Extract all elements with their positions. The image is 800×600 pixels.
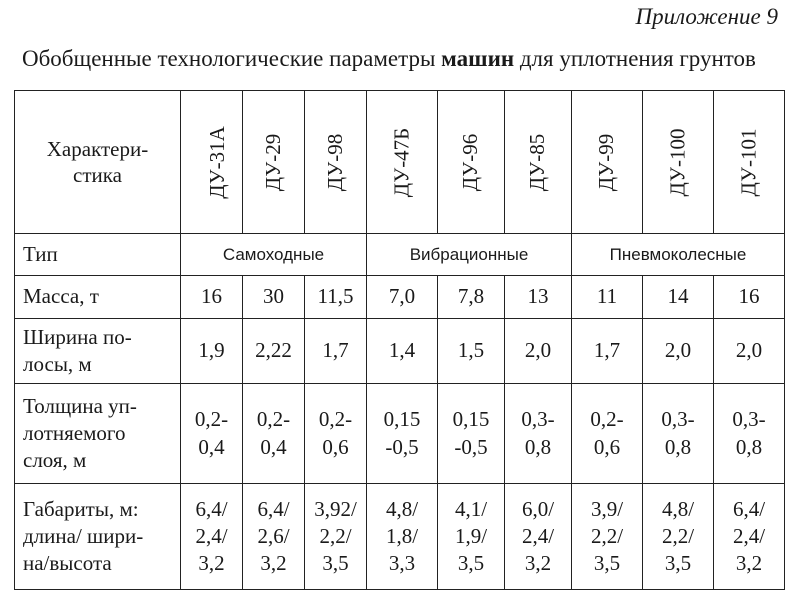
value-cell bbox=[643, 276, 714, 318]
value-cell bbox=[505, 484, 572, 590]
value-line: -0,5 bbox=[385, 434, 419, 459]
table-row bbox=[15, 318, 785, 384]
value-line: 4,8/ bbox=[661, 496, 695, 521]
value-cell bbox=[367, 318, 438, 384]
value-cell bbox=[305, 276, 367, 318]
value-line: -0,5 bbox=[454, 434, 488, 459]
value-line: 16 bbox=[738, 284, 760, 309]
table-row bbox=[15, 276, 785, 318]
model-name: ДУ-100 bbox=[665, 128, 690, 196]
value-cell bbox=[714, 276, 785, 318]
value-cell bbox=[714, 484, 785, 590]
value-line: 3,2 bbox=[735, 551, 763, 576]
value-cell bbox=[367, 276, 438, 318]
value-line: 6,4/ bbox=[732, 496, 766, 521]
value-line: 3,5 bbox=[593, 551, 621, 576]
value-line: 0,8 bbox=[735, 434, 763, 459]
value-line: 2,6/ bbox=[257, 523, 290, 548]
value-line: 3,2 bbox=[524, 551, 552, 576]
model-name: ДУ-31А bbox=[204, 125, 229, 199]
row-label bbox=[15, 384, 181, 484]
model-header bbox=[181, 91, 243, 234]
value-line: 14 bbox=[667, 284, 689, 309]
value-cell bbox=[181, 384, 243, 484]
value-line: 0,2- bbox=[256, 407, 291, 432]
model-header bbox=[367, 91, 438, 234]
value-cell bbox=[243, 484, 305, 590]
value-line: 0,3- bbox=[732, 407, 766, 432]
value-line: 1,9/ bbox=[454, 523, 488, 548]
type-group: Самоходные bbox=[181, 234, 367, 276]
header-row bbox=[15, 91, 785, 234]
value-line: 0,2- bbox=[194, 407, 229, 432]
value-line: 3,92/ bbox=[314, 496, 357, 521]
model-header bbox=[572, 91, 643, 234]
value-line: 0,3- bbox=[521, 407, 555, 432]
value-cell bbox=[643, 318, 714, 384]
model-name: ДУ-98 bbox=[322, 133, 347, 191]
value-cell bbox=[643, 484, 714, 590]
row-label-line: Масса, т bbox=[23, 284, 99, 309]
value-line: 0,4 bbox=[260, 434, 287, 459]
model-name: ДУ-85 bbox=[525, 133, 550, 191]
value-cell bbox=[243, 318, 305, 384]
title-text-bold: машин bbox=[441, 46, 515, 71]
value-line: 1,7 bbox=[322, 338, 349, 363]
value-line: 4,1/ bbox=[454, 496, 488, 521]
value-line: 2,2/ bbox=[319, 523, 352, 548]
header-label-line: стика bbox=[73, 163, 122, 187]
title-text-before: Обобщенные технологические параметры bbox=[22, 46, 442, 71]
row-label-line: Толщина уп- bbox=[23, 393, 137, 418]
value-cell bbox=[438, 276, 505, 318]
value-cell bbox=[243, 384, 305, 484]
value-cell bbox=[181, 484, 243, 590]
value-cell bbox=[505, 318, 572, 384]
model-header bbox=[714, 91, 785, 234]
model-name: ДУ-29 bbox=[260, 133, 285, 191]
row-label-line: длина/ шири- bbox=[23, 523, 144, 548]
value-cell bbox=[438, 384, 505, 484]
value-line: 6,0/ bbox=[521, 496, 555, 521]
row-label-line: на/высота bbox=[23, 551, 112, 576]
type-group: Пневмоколесные bbox=[572, 234, 785, 276]
value-line: 2,4/ bbox=[195, 523, 228, 548]
value-line: 11 bbox=[596, 284, 618, 309]
model-header bbox=[505, 91, 572, 234]
parameters-table bbox=[14, 90, 785, 590]
value-line: 13 bbox=[527, 284, 549, 309]
value-cell bbox=[367, 484, 438, 590]
value-line: 16 bbox=[201, 284, 222, 309]
value-cell bbox=[305, 484, 367, 590]
value-line: 1,7 bbox=[593, 338, 621, 363]
value-cell bbox=[305, 384, 367, 484]
value-cell bbox=[243, 276, 305, 318]
table-row bbox=[15, 484, 785, 590]
model-name: ДУ-99 bbox=[594, 133, 619, 191]
row-label-line: Ширина по- bbox=[23, 324, 132, 349]
value-line: 3,5 bbox=[664, 551, 692, 576]
value-line: 2,22 bbox=[255, 338, 292, 363]
model-header bbox=[643, 91, 714, 234]
value-line: 6,4/ bbox=[195, 496, 228, 521]
value-line: 1,4 bbox=[388, 338, 416, 363]
header-label-line: Характери- bbox=[46, 136, 149, 161]
header-label-cell bbox=[15, 91, 181, 234]
value-line: 0,6 bbox=[593, 434, 621, 459]
value-line: 30 bbox=[263, 284, 284, 309]
value-line: 0,2- bbox=[590, 407, 624, 432]
value-line: 2,0 bbox=[735, 338, 763, 363]
value-cell bbox=[438, 484, 505, 590]
value-cell bbox=[572, 484, 643, 590]
value-cell bbox=[305, 318, 367, 384]
value-line: 0,2- bbox=[318, 407, 353, 432]
row-label-line: Габариты, м: bbox=[23, 496, 139, 521]
table-row bbox=[15, 384, 785, 484]
model-header bbox=[243, 91, 305, 234]
value-cell bbox=[714, 318, 785, 384]
model-header bbox=[438, 91, 505, 234]
value-line: 1,5 bbox=[457, 338, 485, 363]
value-cell bbox=[181, 318, 243, 384]
value-line: 6,4/ bbox=[257, 496, 290, 521]
value-line: 0,8 bbox=[524, 434, 552, 459]
value-line: 2,0 bbox=[524, 338, 552, 363]
value-cell bbox=[572, 318, 643, 384]
model-name: ДУ-47Б bbox=[389, 127, 414, 197]
model-name: ДУ-101 bbox=[736, 128, 761, 196]
value-line: 1,8/ bbox=[385, 523, 419, 548]
value-line: 3,2 bbox=[260, 551, 287, 576]
model-name: ДУ-96 bbox=[458, 133, 483, 191]
value-line: 0,6 bbox=[322, 434, 349, 459]
value-line: 3,5 bbox=[322, 551, 349, 576]
value-cell bbox=[505, 276, 572, 318]
value-line: 11,5 bbox=[317, 284, 354, 309]
appendix-label: Приложение 9 bbox=[635, 4, 778, 29]
row-label-line: слоя, м bbox=[23, 448, 87, 473]
value-line: 1,9 bbox=[198, 338, 225, 363]
table-body bbox=[15, 91, 785, 590]
value-line: 4,8/ bbox=[385, 496, 419, 521]
title-text-after: для уплотнения грунтов bbox=[514, 46, 756, 71]
value-cell bbox=[714, 384, 785, 484]
value-line: 0,15 bbox=[452, 407, 490, 432]
row-label bbox=[15, 484, 181, 590]
row-label bbox=[15, 276, 181, 318]
value-line: 7,8 bbox=[457, 284, 485, 309]
value-cell bbox=[181, 276, 243, 318]
type-group: Вибрационные bbox=[367, 234, 572, 276]
value-cell bbox=[505, 384, 572, 484]
row-label-line: лосы, м bbox=[23, 352, 92, 377]
value-cell bbox=[643, 384, 714, 484]
value-line: 3,2 bbox=[198, 551, 225, 576]
value-line: 0,4 bbox=[198, 434, 225, 459]
value-cell bbox=[572, 384, 643, 484]
value-cell bbox=[367, 384, 438, 484]
value-line: 0,15 bbox=[383, 407, 421, 432]
type-label: Тип bbox=[15, 234, 181, 276]
value-line: 7,0 bbox=[388, 284, 416, 309]
value-line: 2,0 bbox=[664, 338, 692, 363]
type-row bbox=[15, 234, 785, 276]
value-line: 3,5 bbox=[457, 551, 485, 576]
table-title bbox=[22, 46, 756, 72]
value-line: 2,4/ bbox=[732, 523, 766, 548]
row-label bbox=[15, 318, 181, 384]
value-line: 3,9/ bbox=[590, 496, 624, 521]
row-label-line: лотняемого bbox=[23, 421, 126, 446]
value-line: 2,2/ bbox=[661, 523, 695, 548]
value-cell bbox=[438, 318, 505, 384]
value-line: 2,4/ bbox=[521, 523, 555, 548]
value-cell bbox=[572, 276, 643, 318]
value-line: 2,2/ bbox=[590, 523, 624, 548]
value-line: 0,3- bbox=[661, 407, 695, 432]
model-header bbox=[305, 91, 367, 234]
value-line: 0,8 bbox=[664, 434, 692, 459]
value-line: 3,3 bbox=[388, 551, 416, 576]
